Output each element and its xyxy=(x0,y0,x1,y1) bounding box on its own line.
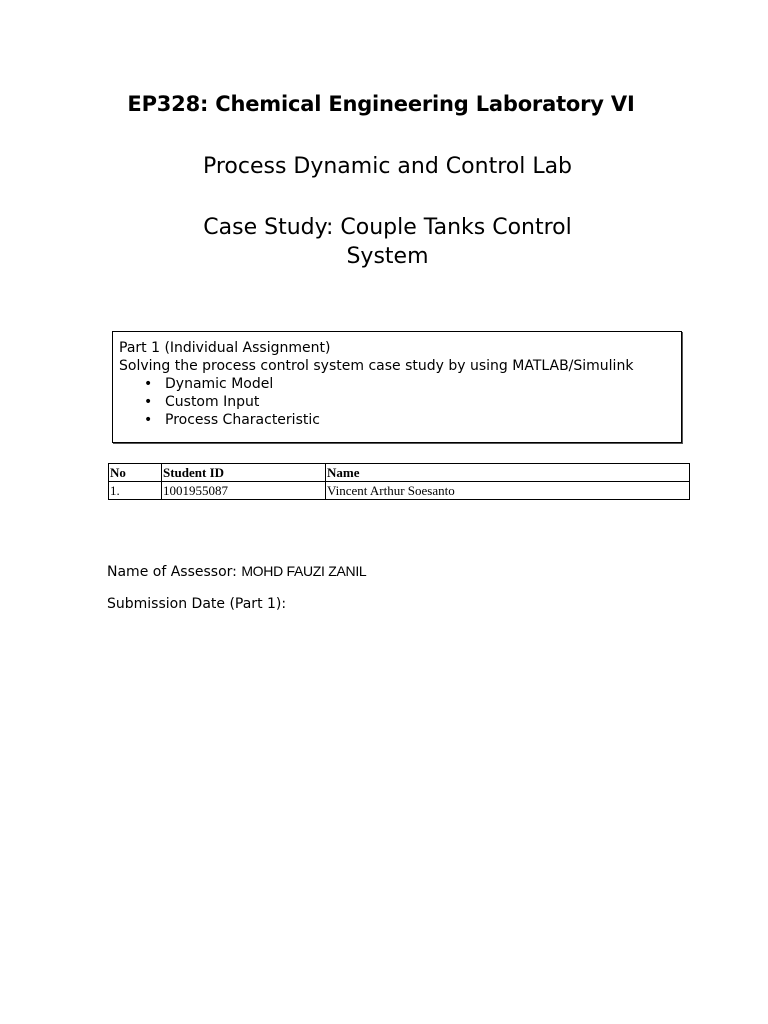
course-title: EP328: Chemical Engineering Laboratory VI xyxy=(127,92,635,116)
list-item-label: Process Characteristic xyxy=(165,412,320,428)
list-item xyxy=(144,393,681,411)
part-description: Solving the process control system case study by using MATLAB/Simulink xyxy=(119,358,634,374)
column-header-name: Name xyxy=(326,464,690,482)
cell-no: 1. xyxy=(109,482,162,500)
column-header-student-id: Student ID xyxy=(162,464,326,482)
bullet-icon: • xyxy=(144,376,153,392)
part-1-box xyxy=(112,331,682,443)
list-item xyxy=(144,375,681,393)
list-item-label: Dynamic Model xyxy=(165,376,274,392)
assessor-line xyxy=(107,563,366,580)
cell-name: Vincent Arthur Soesanto xyxy=(326,482,690,500)
case-study-title: Case Study: Couple Tanks Control System xyxy=(203,215,572,269)
lab-title: Process Dynamic and Control Lab xyxy=(202,154,573,179)
part-item-list xyxy=(119,375,681,429)
list-item xyxy=(144,411,681,429)
bullet-icon: • xyxy=(144,412,153,428)
part-heading: Part 1 (Individual Assignment) xyxy=(119,340,331,356)
list-item-label: Custom Input xyxy=(165,394,260,410)
submission-date-label: Submission Date (Part 1): xyxy=(107,596,287,612)
table-row xyxy=(109,482,690,500)
column-header-no: No xyxy=(109,464,162,482)
assessor-label: Name of Assessor: xyxy=(107,564,237,580)
cell-student-id: 1001955087 xyxy=(162,482,326,500)
bullet-icon: • xyxy=(144,394,153,410)
student-table xyxy=(108,463,690,500)
table-header-row xyxy=(109,464,690,482)
assessor-name: MOHD FAUZI ZANIL xyxy=(241,563,367,579)
